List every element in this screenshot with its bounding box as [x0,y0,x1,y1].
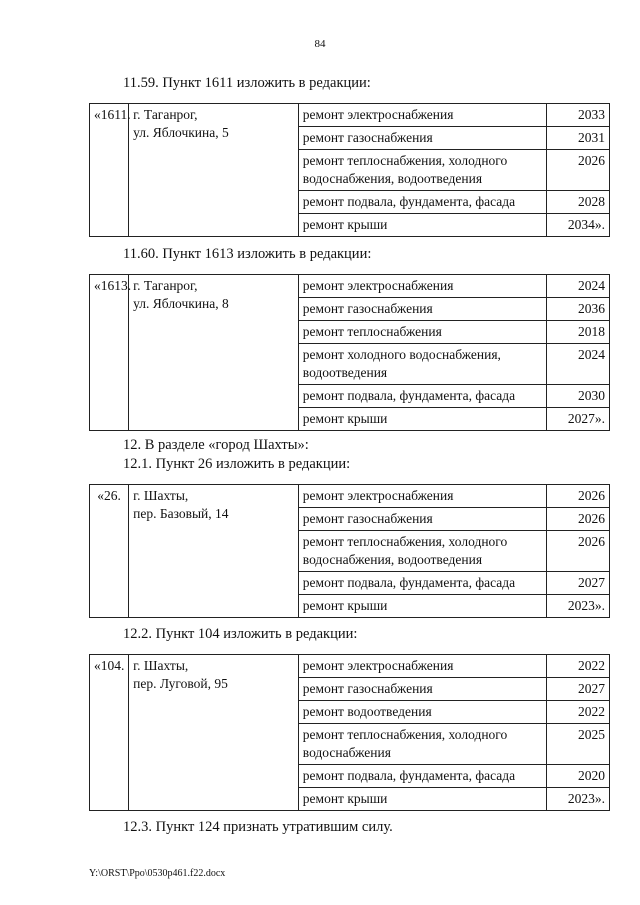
work-year: 2022 [546,701,609,724]
item-number: «1611. [90,104,129,237]
work-year: 2027 [546,678,609,701]
work-type: ремонт газоснабжения [298,678,546,701]
address-city: г. Шахты, [133,658,189,673]
work-year: 2026 [546,150,609,191]
table-row [90,485,610,508]
paragraph-12-3: 12.3. Пункт 124 признать утратившим силу. [123,819,393,835]
work-type: ремонт крыши [298,788,546,811]
work-year: 2024 [546,275,609,298]
work-year: 2034». [546,214,609,237]
address-street: ул. Яблочкина, 8 [133,296,229,311]
work-type: ремонт подвала, фундамента, фасада [298,191,546,214]
paragraph-12: 12. В разделе «город Шахты»: [123,437,309,453]
address-cell [129,655,299,811]
work-year: 2027». [546,408,609,431]
work-year: 2030 [546,385,609,408]
work-year: 2022 [546,655,609,678]
address-city: г. Таганрог, [133,107,198,122]
paragraph-12-1: 12.1. Пункт 26 изложить в редакции: [123,456,351,472]
item-number: «1613. [90,275,129,431]
footer-file-path: Y:\ORST\Ppo\0530p461.f22.docx [89,868,226,879]
work-type: ремонт водоотведения [298,701,546,724]
table-item-1611 [89,103,610,237]
paragraph-11-60: 11.60. Пункт 1613 изложить в редакции: [123,246,372,262]
table-row [90,104,610,127]
work-year: 2027 [546,572,609,595]
work-type: ремонт подвала, фундамента, фасада [298,765,546,788]
work-type: ремонт подвала, фундамента, фасада [298,385,546,408]
item-number: «26. [90,485,129,618]
table-row [90,655,610,678]
work-type: ремонт теплоснабжения [298,321,546,344]
work-type: ремонт электроснабжения [298,485,546,508]
work-type: ремонт крыши [298,214,546,237]
work-year: 2026 [546,508,609,531]
table-item-104 [89,654,610,811]
address-street: пер. Базовый, 14 [133,506,229,521]
work-type: ремонт электроснабжения [298,104,546,127]
work-type: ремонт подвала, фундамента, фасада [298,572,546,595]
work-year: 2023». [546,595,609,618]
page-number: 84 [314,38,326,50]
work-type: ремонт электроснабжения [298,655,546,678]
work-type: ремонт теплоснабжения, холодного водоснабжения, водоотведения [298,531,546,572]
work-year: 2018 [546,321,609,344]
work-year: 2026 [546,531,609,572]
item-number: «104. [90,655,129,811]
work-type: ремонт газоснабжения [298,127,546,150]
work-type: ремонт теплоснабжения, холодного водоснабжения [298,724,546,765]
work-type: ремонт электроснабжения [298,275,546,298]
work-type: ремонт крыши [298,408,546,431]
table-item-1613 [89,274,610,431]
table-item-26 [89,484,610,618]
paragraph-11-59: 11.59. Пункт 1611 изложить в редакции: [123,75,371,91]
work-year: 2028 [546,191,609,214]
address-cell [129,104,299,237]
address-city: г. Шахты, [133,488,189,503]
work-year: 2024 [546,344,609,385]
work-type: ремонт газоснабжения [298,298,546,321]
paragraph-12-2: 12.2. Пункт 104 изложить в редакции: [123,626,358,642]
work-year: 2020 [546,765,609,788]
work-year: 2033 [546,104,609,127]
address-city: г. Таганрог, [133,278,198,293]
work-year: 2026 [546,485,609,508]
work-type: ремонт холодного водоснабжения, водоотведения [298,344,546,385]
work-year: 2025 [546,724,609,765]
address-cell [129,485,299,618]
work-year: 2036 [546,298,609,321]
address-street: ул. Яблочкина, 5 [133,125,229,140]
address-cell [129,275,299,431]
work-type: ремонт теплоснабжения, холодного водоснабжения, водоотведения [298,150,546,191]
work-year: 2031 [546,127,609,150]
work-type: ремонт газоснабжения [298,508,546,531]
address-street: пер. Луговой, 95 [133,676,228,691]
table-row [90,275,610,298]
work-year: 2023». [546,788,609,811]
work-type: ремонт крыши [298,595,546,618]
